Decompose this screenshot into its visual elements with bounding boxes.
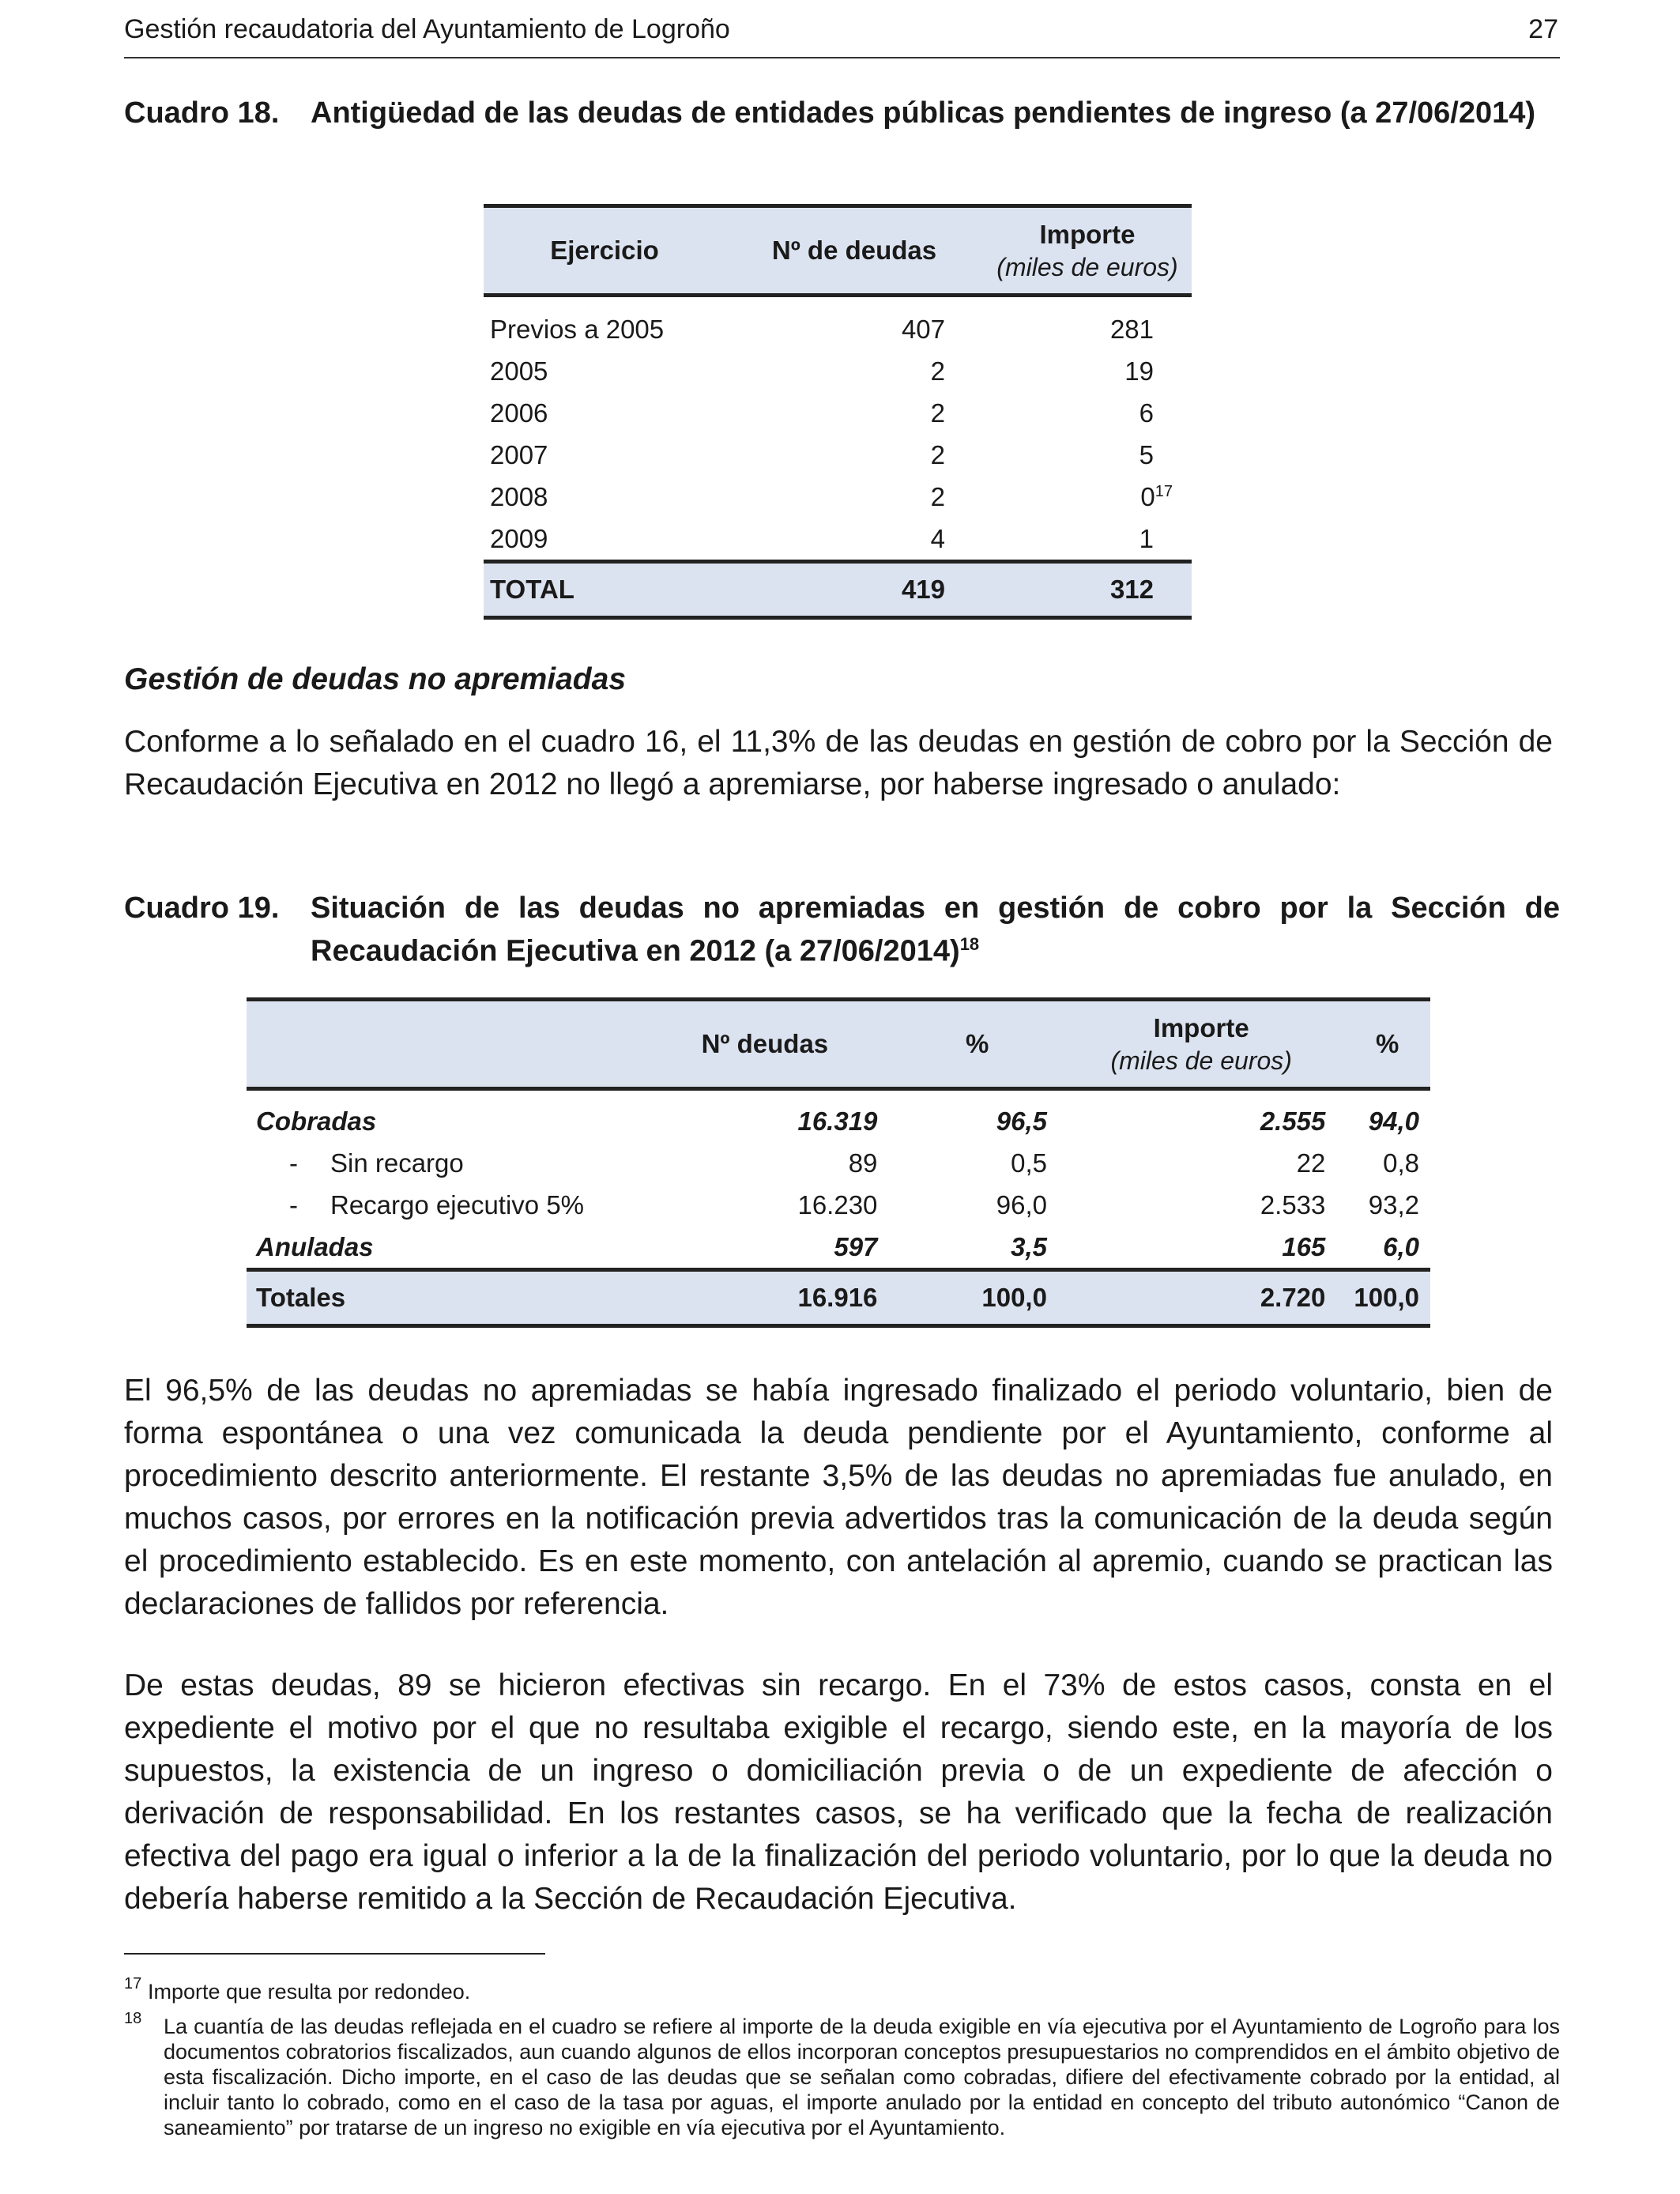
cell-deudas: 2 (930, 481, 945, 511)
cell-label (247, 1184, 633, 1226)
cell-importe (983, 476, 1192, 518)
col-header-importe-unit: (miles de euros) (996, 252, 1178, 281)
cell-deudas: 4 (930, 523, 945, 553)
col-header-pct2: % (1344, 1000, 1430, 1089)
cell-ejercicio: 2006 (490, 398, 548, 428)
cell-deudas: 2 (930, 356, 945, 386)
col-header-ejercicio: Ejercicio (484, 206, 725, 296)
cell-importe: 165 (1282, 1231, 1326, 1261)
footnote-ref-17[interactable]: 17 (1155, 482, 1173, 500)
footnote-text: Importe que resulta por redondeo. (148, 1980, 471, 2004)
col-header-importe (983, 206, 1192, 296)
total-importe: 2.720 (1058, 1270, 1344, 1326)
cell-label-text: Sin recargo (330, 1148, 464, 1178)
paragraph-1: Conforme a lo señalado en el cuadro 16, el 11,3% de las deudas en gestión de cobro por la Sección de Recaudación Ejecutiva en 2012 no llegó a apremiarse, por haberse ingresado o anulado: (124, 725, 1553, 801)
table-header-row (484, 206, 1192, 296)
table-header-row (247, 1000, 1430, 1089)
col-header-importe (1058, 1000, 1344, 1089)
footnote-mark: 18 (124, 2010, 142, 2027)
footnote-mark: 17 (124, 1975, 142, 1992)
cuadro19-title: Situación de las deudas no apremiadas en gestión de cobro por la Sección de Recaudación Ejecutiva en 2012 (a 27/06/2014) (311, 892, 1560, 968)
cell-label-text: Recargo ejecutivo 5% (330, 1189, 585, 1220)
cell-importe: 1 (1139, 523, 1154, 553)
footnote-text: La cuantía de las deudas reflejada en el cuadro se refiere al importe de la deuda exigible en vía ejecutiva por el Ayuntamiento de Logroño para los documentos cobratorios fiscalizados, aun cuando algunos de ellos incorporan conceptos presupuestarios no comprendidos en el ámbito objetivo de esta fiscalización. Dicho importe, en el caso de las deudas que se señalan como cobradas, difiere del efectivamente cobrado por la entidad, al incluir tanto lo cobrado, como en el caso de la tasa por aguas, el importe anulado por la entidad en concepto del tributo autonómico “Canon de saneamiento” por tratarse de un ingreso no exigible en vía ejecutiva por el Ayuntamiento. (164, 2015, 1560, 2139)
cell-importe: 5 (1139, 439, 1154, 469)
table-row (484, 518, 1192, 562)
col-header-deudas: Nº deudas (633, 1000, 896, 1089)
cell-importe: 6 (1139, 398, 1154, 428)
col-header-pct1: % (896, 1000, 1058, 1089)
table-row (484, 350, 1192, 392)
col-header-importe-unit: (miles de euros) (1110, 1046, 1292, 1075)
cell-deudas: 597 (834, 1231, 878, 1261)
cell-ejercicio: 2007 (490, 439, 548, 469)
total-label: TOTAL (484, 562, 725, 618)
cell-importe-value: 0 (1140, 481, 1155, 511)
cuadro18-title: Antigüedad de las deudas de entidades públicas pendientes de ingreso (a 27/06/2014) (311, 96, 1536, 130)
table-total-row (484, 562, 1192, 618)
section-heading: Gestión de deudas no apremiadas (124, 662, 627, 696)
total-label: Totales (247, 1270, 633, 1326)
table-row (247, 1142, 1430, 1184)
cell-importe: 2.555 (1260, 1106, 1326, 1136)
page-number: 27 (1528, 14, 1558, 44)
cell-label (247, 1142, 633, 1184)
cuadro18-caption (124, 95, 1560, 131)
total-importe: 312 (983, 562, 1192, 618)
list-dash: - (289, 1189, 298, 1220)
cell-deudas: 407 (901, 314, 945, 344)
cell-ejercicio: 2009 (490, 523, 548, 553)
cell-importe: 22 (1296, 1148, 1326, 1178)
footnote-divider (124, 1953, 545, 1955)
cell-label: Anuladas (256, 1231, 374, 1261)
cell-pct2: 6,0 (1383, 1231, 1419, 1261)
cell-pct1: 0,5 (1011, 1148, 1047, 1178)
table-row (247, 1226, 1430, 1270)
cell-label: Cobradas (256, 1106, 377, 1136)
cell-ejercicio: Previos a 2005 (490, 314, 665, 344)
table-row (247, 1089, 1430, 1143)
cell-pct2: 94,0 (1368, 1106, 1419, 1136)
page-header (124, 11, 1560, 58)
cell-deudas: 2 (930, 439, 945, 469)
total-pct1: 100,0 (896, 1270, 1058, 1326)
cell-ejercicio: 2008 (490, 481, 548, 511)
header-title: Gestión recaudatoria del Ayuntamiento de Logroño (124, 14, 730, 44)
cell-deudas: 16.230 (797, 1189, 878, 1220)
cuadro19-table (247, 997, 1430, 1328)
footnote-ref-18[interactable]: 18 (959, 934, 980, 954)
cell-deudas: 2 (930, 398, 945, 428)
cell-importe: 19 (1124, 356, 1154, 386)
cell-pct1: 96,0 (996, 1189, 1047, 1220)
table-row (484, 434, 1192, 476)
cell-ejercicio: 2005 (490, 356, 548, 386)
footnote-18 (124, 2010, 1560, 2140)
cuadro18-table (484, 204, 1192, 620)
footnote-17 (124, 1975, 1560, 2004)
col-header-blank (247, 1000, 633, 1089)
table-row (484, 392, 1192, 434)
col-header-importe-label: Importe (1039, 219, 1136, 249)
table-total-row (247, 1270, 1430, 1326)
cuadro19-caption (124, 890, 1560, 970)
cell-pct2: 0,8 (1383, 1148, 1419, 1178)
cell-importe: 2.533 (1260, 1189, 1326, 1220)
paragraph-2: El 96,5% de las deudas no apremiadas se había ingresado finalizado el periodo voluntario, bien de forma espontánea o una vez comunicada la deuda pendiente por el Ayuntamiento, conforme al procedimiento descrito anteriormente. El restante 3,5% de las deudas no apremiadas fue anulado, en muchos casos, por errores en la notificación previa advertidos tras la comunicación de la deuda según el procedimiento establecido. Es en este momento, con antelación al apremio, cuando se practican las declaraciones de fallidos por referencia. (124, 1374, 1553, 1621)
cuadro19-number: Cuadro 19. (124, 892, 280, 925)
cuadro19-title-wrap (311, 890, 1560, 970)
cell-pct1: 96,5 (996, 1106, 1047, 1136)
paragraph-3: De estas deudas, 89 se hicieron efectivas sin recargo. En el 73% de estos casos, consta en el expediente el motivo por el que no resultaba exigible el recargo, siendo este, en la mayoría de los supuestos, la existencia de un ingreso o domiciliación previa o de un expediente de afección o derivación de responsabilidad. En los restantes casos, se ha verificado que la fecha de realización efectiva del pago era igual o inferior a la de la finalización del periodo voluntario, por lo que la deuda no debería haberse remitido a la Sección de Recaudación Ejecutiva. (124, 1668, 1553, 1916)
cuadro18-number: Cuadro 18. (124, 96, 280, 130)
cell-pct1: 3,5 (1011, 1231, 1047, 1261)
col-header-deudas: Nº de deudas (725, 206, 983, 296)
total-pct2: 100,0 (1344, 1270, 1430, 1326)
list-dash: - (289, 1148, 298, 1178)
cell-deudas: 89 (848, 1148, 878, 1178)
total-deudas: 16.916 (633, 1270, 896, 1326)
table-row (247, 1184, 1430, 1226)
total-deudas: 419 (725, 562, 983, 618)
table-row (484, 476, 1192, 518)
cell-deudas: 16.319 (797, 1106, 878, 1136)
cell-importe: 281 (1109, 314, 1154, 344)
col-header-importe-label: Importe (1153, 1012, 1249, 1042)
table-row (484, 296, 1192, 351)
cell-pct2: 93,2 (1368, 1189, 1419, 1220)
